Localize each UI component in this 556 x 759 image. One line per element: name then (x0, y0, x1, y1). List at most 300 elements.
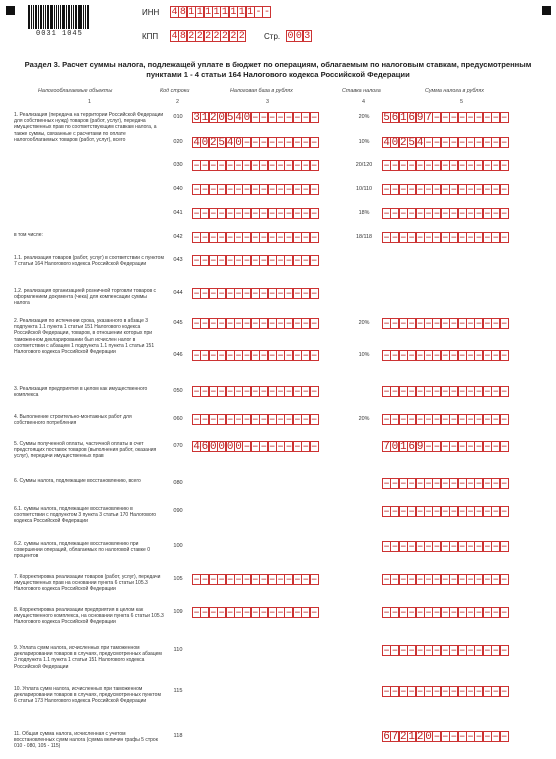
row-code: 115 (173, 688, 183, 694)
row-description: 11. Общая сумма налога, исчисленная с учетом восстановленных сумм налога (сумма величин графы 5 строк 010 - 080, 105 - 115) (14, 731, 158, 750)
amount-cell: – (294, 441, 301, 453)
amount-cell: – (450, 645, 458, 657)
tax-base-field[interactable] (192, 112, 318, 123)
amount-cell: – (500, 386, 508, 398)
amount-cell: – (391, 607, 399, 619)
amount-cell: – (383, 208, 390, 220)
amount-cell: – (383, 645, 390, 657)
amount-cell: – (450, 160, 458, 172)
amount-cell: – (484, 541, 491, 553)
amount-cell: 5 (383, 112, 390, 124)
amount-cell: – (458, 607, 466, 619)
amount-cell: – (252, 255, 259, 267)
amount-cell: 0 (391, 441, 399, 453)
amount-cell: – (416, 645, 424, 657)
amount-cell: – (260, 112, 268, 124)
amount-cell: – (391, 478, 399, 490)
tax-amount-field[interactable] (382, 478, 508, 489)
amount-cell: – (277, 232, 284, 244)
amount-cell: – (294, 350, 301, 362)
amount-cell: – (218, 232, 226, 244)
amount-cell: – (193, 160, 200, 172)
digit-cell: 1 (205, 7, 212, 18)
tax-base-field[interactable] (192, 386, 318, 397)
amount-cell: – (226, 184, 234, 196)
amount-cell: – (268, 160, 276, 172)
amount-cell: – (310, 208, 318, 220)
tax-base-field[interactable] (192, 184, 318, 195)
tax-amount-field[interactable] (382, 112, 508, 123)
amount-cell: – (285, 350, 293, 362)
amount-cell: – (235, 350, 242, 362)
tax-base-field[interactable] (192, 350, 318, 361)
amount-cell: 4 (193, 137, 200, 149)
amount-cell: – (442, 574, 449, 586)
amount-cell: – (235, 255, 242, 267)
amount-cell: – (210, 350, 217, 362)
amount-cell: – (400, 506, 407, 518)
amount-cell: – (442, 478, 449, 490)
tax-amount-field[interactable] (382, 541, 508, 552)
amount-cell: – (408, 350, 416, 362)
amount-cell: – (425, 137, 432, 149)
amount-cell: – (500, 232, 508, 244)
barcode-bar (83, 5, 84, 29)
amount-cell: – (475, 574, 483, 586)
amount-cell: – (310, 441, 318, 453)
amount-cell: 0 (391, 137, 399, 149)
tax-base-field[interactable] (192, 208, 318, 219)
barcode-bar (43, 5, 44, 29)
amount-cell: 2 (416, 731, 424, 743)
section-title: Раздел 3. Расчет суммы налога, подлежащей уплате в бюджет по операциям, облагаемым по налоговым ставкам, предусмотренным пунктами 1 - 4 статьи 164 Налогового кодекса Российской Федерации (24, 60, 532, 79)
amount-cell: – (442, 350, 449, 362)
amount-cell: – (408, 607, 416, 619)
amount-cell: – (484, 414, 491, 426)
amount-cell: – (450, 318, 458, 330)
tax-amount-field[interactable] (382, 574, 508, 585)
amount-cell: – (302, 232, 310, 244)
amount-cell: – (484, 607, 491, 619)
digit-cell: - (263, 7, 270, 18)
amount-cell: – (268, 350, 276, 362)
amount-cell: 0 (425, 731, 432, 743)
tax-base-field[interactable] (192, 288, 318, 299)
amount-cell: – (492, 414, 500, 426)
amount-cell: – (302, 184, 310, 196)
amount-cell: 7 (391, 731, 399, 743)
column-number: 4 (362, 99, 365, 105)
tax-amount-field[interactable] (382, 386, 508, 397)
amount-cell: – (218, 574, 226, 586)
column-header-tax: Сумма налога в рублях (425, 88, 484, 94)
amount-cell: – (235, 208, 242, 220)
amount-cell: – (252, 414, 259, 426)
amount-cell: – (425, 350, 432, 362)
amount-cell: – (425, 232, 432, 244)
amount-cell: – (193, 255, 200, 267)
amount-cell: – (310, 350, 318, 362)
amount-cell: – (442, 184, 449, 196)
tax-amount-field[interactable] (382, 160, 508, 171)
amount-cell: – (193, 386, 200, 398)
amount-cell: – (408, 208, 416, 220)
amount-cell: – (226, 288, 234, 300)
amount-cell: – (450, 506, 458, 518)
barcode-bar (58, 5, 60, 29)
amount-cell: – (226, 574, 234, 586)
amount-cell: – (475, 686, 483, 698)
amount-cell: – (484, 350, 491, 362)
barcode-bar (45, 5, 46, 29)
amount-cell: 6 (408, 112, 416, 124)
amount-cell: – (442, 414, 449, 426)
tax-base-field[interactable] (192, 255, 318, 266)
amount-cell: 0 (218, 112, 226, 124)
amount-cell: – (210, 255, 217, 267)
amount-cell: – (210, 386, 217, 398)
amount-cell: 5 (226, 112, 234, 124)
row-code: 118 (173, 733, 183, 739)
amount-cell: – (268, 318, 276, 330)
amount-cell: – (243, 184, 251, 196)
amount-cell: – (193, 232, 200, 244)
amount-cell: – (260, 350, 268, 362)
row-rate: 10/110 (355, 186, 373, 192)
amount-cell: – (294, 386, 301, 398)
tax-base-field[interactable] (192, 441, 318, 452)
amount-cell: – (458, 574, 466, 586)
amount-cell: – (294, 318, 301, 330)
amount-cell: – (450, 184, 458, 196)
amount-cell: – (442, 686, 449, 698)
tax-base-field[interactable] (192, 160, 318, 171)
amount-cell: – (458, 686, 466, 698)
amount-cell: – (210, 184, 217, 196)
amount-cell: – (442, 386, 449, 398)
amount-cell: – (235, 184, 242, 196)
amount-cell: – (294, 255, 301, 267)
amount-cell: – (433, 112, 441, 124)
digit-cell: 8 (179, 7, 186, 18)
amount-cell: – (500, 731, 508, 743)
amount-cell: – (484, 232, 491, 244)
amount-cell: – (467, 208, 474, 220)
amount-cell: – (277, 255, 284, 267)
row-code: 046 (173, 352, 183, 358)
amount-cell: – (416, 574, 424, 586)
amount-cell: – (210, 160, 217, 172)
amount-cell: – (226, 208, 234, 220)
amount-cell: – (310, 160, 318, 172)
digit-cell: 8 (179, 31, 186, 42)
amount-cell: – (383, 184, 390, 196)
amount-cell: – (500, 160, 508, 172)
amount-cell: – (450, 414, 458, 426)
tax-amount-field[interactable] (382, 686, 508, 697)
amount-cell: – (243, 255, 251, 267)
amount-cell: – (294, 232, 301, 244)
amount-cell: – (450, 441, 458, 453)
amount-cell: – (268, 441, 276, 453)
amount-cell: – (433, 574, 441, 586)
digit-cell: 2 (238, 31, 245, 42)
amount-cell: – (243, 607, 251, 619)
tax-amount-field[interactable] (382, 607, 508, 618)
amount-cell: – (268, 137, 276, 149)
amount-cell: – (252, 441, 259, 453)
row-code: 050 (173, 388, 183, 394)
row-code: 110 (173, 647, 183, 653)
amount-cell: – (294, 607, 301, 619)
amount-cell: – (416, 686, 424, 698)
amount-cell: – (475, 541, 483, 553)
amount-cell: – (492, 386, 500, 398)
tax-base-field[interactable] (192, 318, 318, 329)
tax-amount-field[interactable] (382, 318, 508, 329)
row-description: 7. Корректировка реализации товаров (работ, услуг), передачи имущественных прав на основании пункта 6 статьи 105.3 Налогового кодекса Российской Федерации (14, 574, 161, 593)
digit-cell: 2 (205, 31, 212, 42)
tax-amount-field[interactable] (382, 350, 508, 361)
amount-cell: – (383, 350, 390, 362)
amount-cell: 0 (218, 441, 226, 453)
amount-cell: – (467, 478, 474, 490)
amount-cell: – (484, 160, 491, 172)
amount-cell: 6 (201, 441, 209, 453)
digit-cell: 1 (196, 7, 203, 18)
amount-cell: – (268, 574, 276, 586)
amount-cell: – (400, 645, 407, 657)
amount-cell: 4 (416, 137, 424, 149)
amount-cell: – (243, 137, 251, 149)
amount-cell: – (252, 386, 259, 398)
amount-cell: – (260, 137, 268, 149)
row-rate: 10% (358, 139, 370, 145)
amount-cell: – (467, 386, 474, 398)
tax-amount-field[interactable] (382, 208, 508, 219)
tax-amount-field[interactable] (382, 184, 508, 195)
amount-cell: – (218, 184, 226, 196)
amount-cell: – (400, 232, 407, 244)
amount-cell: – (260, 232, 268, 244)
amount-cell: – (252, 318, 259, 330)
barcode-bar (75, 5, 77, 29)
amount-cell: – (277, 160, 284, 172)
amount-cell: 7 (425, 112, 432, 124)
amount-cell: – (201, 184, 209, 196)
amount-cell: – (425, 574, 432, 586)
amount-cell: – (260, 184, 268, 196)
amount-cell: – (226, 414, 234, 426)
amount-cell: – (302, 137, 310, 149)
row-code: 080 (173, 480, 183, 486)
amount-cell: – (201, 160, 209, 172)
amount-cell: – (500, 441, 508, 453)
amount-cell: – (492, 441, 500, 453)
amount-cell: – (484, 686, 491, 698)
amount-cell: 4 (226, 137, 234, 149)
tax-amount-field[interactable] (382, 731, 508, 742)
amount-cell: – (416, 208, 424, 220)
amount-cell: – (302, 160, 310, 172)
amount-cell: – (268, 386, 276, 398)
amount-cell: – (492, 232, 500, 244)
amount-cell: – (458, 645, 466, 657)
tax-amount-field[interactable] (382, 232, 508, 243)
row-code: 105 (173, 576, 183, 582)
amount-cell: – (201, 288, 209, 300)
digit-cell: - (255, 7, 262, 18)
barcode-bar (68, 5, 70, 29)
amount-cell: – (226, 318, 234, 330)
amount-cell: – (475, 137, 483, 149)
amount-cell: – (218, 160, 226, 172)
amount-cell: – (416, 478, 424, 490)
amount-cell: 1 (400, 441, 407, 453)
amount-cell: – (450, 478, 458, 490)
amount-cell: – (210, 232, 217, 244)
amount-cell: – (294, 112, 301, 124)
amount-cell: – (458, 208, 466, 220)
inn-cells (170, 6, 271, 18)
amount-cell: – (492, 160, 500, 172)
digit-cell: 4 (171, 7, 178, 18)
amount-cell: 0 (235, 137, 242, 149)
amount-cell: – (467, 184, 474, 196)
tax-base-field[interactable] (192, 574, 318, 585)
digit-cell: 0 (287, 31, 294, 42)
amount-cell: – (302, 441, 310, 453)
amount-cell: – (383, 160, 390, 172)
amount-cell: – (302, 574, 310, 586)
amount-cell: – (391, 541, 399, 553)
amount-cell: – (416, 318, 424, 330)
barcode-bar (40, 5, 42, 29)
amount-cell: – (285, 386, 293, 398)
amount-cell: – (210, 208, 217, 220)
amount-cell: – (433, 686, 441, 698)
tax-amount-field[interactable] (382, 414, 508, 425)
amount-cell: – (310, 184, 318, 196)
amount-cell: – (218, 288, 226, 300)
amount-cell: – (226, 350, 234, 362)
column-header-rate: Ставка налога (342, 88, 381, 94)
amount-cell: – (484, 112, 491, 124)
digit-cell: 2 (221, 31, 228, 42)
tax-amount-field[interactable] (382, 137, 508, 148)
amount-cell: – (400, 184, 407, 196)
amount-cell: – (252, 607, 259, 619)
amount-cell: – (500, 414, 508, 426)
amount-cell: – (416, 386, 424, 398)
amount-cell: – (391, 184, 399, 196)
row-code: 042 (173, 234, 183, 240)
amount-cell: – (260, 288, 268, 300)
amount-cell: 0 (243, 112, 251, 124)
barcode-bar (28, 5, 30, 29)
row-description: 10. Уплата сумм налога, исчисленных при таможенном декларировании товаров в случаях, предусмотренных пунктом 6 статьи 173 Налогового кодекса Российской Федерации (14, 686, 161, 705)
amount-cell: – (475, 112, 483, 124)
amount-cell: – (252, 232, 259, 244)
amount-cell: – (400, 386, 407, 398)
amount-cell: – (235, 160, 242, 172)
barcode-bar (87, 5, 89, 29)
tax-base-field[interactable] (192, 137, 318, 148)
amount-cell: – (391, 506, 399, 518)
amount-cell: – (226, 607, 234, 619)
tax-amount-field[interactable] (382, 441, 508, 452)
amount-cell: 2 (400, 137, 407, 149)
amount-cell: – (268, 232, 276, 244)
amount-cell: – (268, 288, 276, 300)
amount-cell: – (408, 414, 416, 426)
amount-cell: – (484, 137, 491, 149)
amount-cell: – (433, 386, 441, 398)
tax-amount-field[interactable] (382, 645, 508, 656)
amount-cell: – (450, 686, 458, 698)
amount-cell: – (500, 350, 508, 362)
tax-base-field[interactable] (192, 607, 318, 618)
amount-cell: – (391, 686, 399, 698)
amount-cell: – (277, 318, 284, 330)
amount-cell: – (458, 478, 466, 490)
amount-cell: – (310, 574, 318, 586)
row-code: 010 (173, 114, 183, 120)
amount-cell: – (442, 541, 449, 553)
row-rate: 10% (358, 352, 370, 358)
tax-base-field[interactable] (192, 232, 318, 243)
amount-cell: – (310, 386, 318, 398)
tax-base-field[interactable] (192, 414, 318, 425)
amount-cell: 2 (210, 137, 217, 149)
amount-cell: – (442, 318, 449, 330)
amount-cell: – (235, 386, 242, 398)
amount-cell: – (500, 686, 508, 698)
amount-cell: – (210, 414, 217, 426)
amount-cell: – (450, 208, 458, 220)
amount-cell: – (243, 160, 251, 172)
amount-cell: – (391, 160, 399, 172)
amount-cell: – (500, 645, 508, 657)
amount-cell: – (193, 607, 200, 619)
amount-cell: – (243, 574, 251, 586)
amount-cell: – (243, 441, 251, 453)
amount-cell: – (475, 160, 483, 172)
amount-cell: – (416, 506, 424, 518)
tax-amount-field[interactable] (382, 506, 508, 517)
barcode-bar (85, 5, 86, 29)
amount-cell: – (193, 208, 200, 220)
amount-cell: – (302, 350, 310, 362)
amount-cell: – (294, 574, 301, 586)
amount-cell: – (458, 731, 466, 743)
amount-cell: – (467, 645, 474, 657)
amount-cell: – (425, 478, 432, 490)
amount-cell: – (475, 731, 483, 743)
amount-cell: – (416, 607, 424, 619)
amount-cell: – (433, 414, 441, 426)
amount-cell: – (408, 478, 416, 490)
barcode-bar (35, 5, 38, 29)
amount-cell: – (458, 137, 466, 149)
amount-cell: – (458, 318, 466, 330)
amount-cell: – (416, 541, 424, 553)
amount-cell: – (383, 386, 390, 398)
amount-cell: – (285, 208, 293, 220)
amount-cell: – (484, 506, 491, 518)
amount-cell: – (442, 137, 449, 149)
barcode-bar (71, 5, 72, 29)
